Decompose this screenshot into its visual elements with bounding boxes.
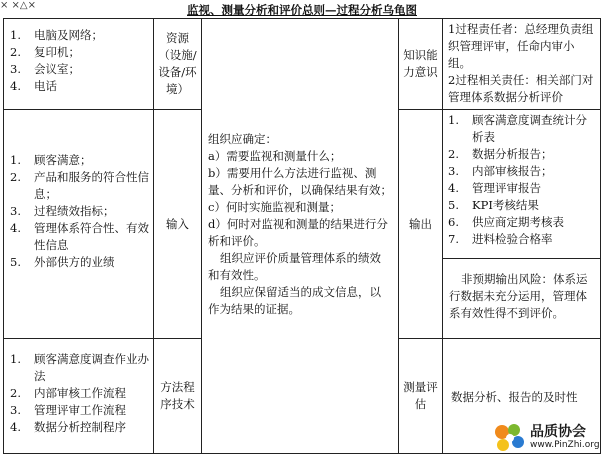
list-item: 2. 复印机； <box>10 45 80 59</box>
resources-label: 资源（设施/设备/环境） <box>153 18 202 110</box>
list-item: 7. 进料检验合格率 <box>448 232 553 246</box>
list-item: 5. 外部供方的业绩 <box>10 255 115 269</box>
inputs-list <box>10 152 149 271</box>
watermark-logo <box>490 420 598 456</box>
knowledge-text-1: 1过程责任者：总经理负责组织管理评审，任命内审小组。 <box>448 22 594 70</box>
inputs-list-cell <box>3 109 154 339</box>
list-item: 3. 管理评审工作流程 <box>10 403 126 417</box>
list-item: 3. 会议室； <box>10 62 80 76</box>
flower-logo-icon <box>490 420 528 456</box>
knowledge-text-cell <box>442 18 601 110</box>
process-line: d）何时对监视和测量的结果进行分析和评价。 <box>208 217 388 248</box>
list-item: 1. 顾客满意； <box>10 153 92 167</box>
resources-list-cell <box>3 18 154 110</box>
list-item: 1. 顾客满意度调查作业办法 <box>10 352 149 383</box>
methods-list-cell <box>3 338 154 454</box>
process-line: 组织应保留适当的成文信息，以作为结果的证据。 <box>208 285 381 316</box>
process-line: b）需要用什么方法进行监视、测量、分析和评价，以确保结果有效； <box>208 166 392 197</box>
process-line: 组织应确定： <box>208 132 277 146</box>
process-center-cell <box>201 18 399 454</box>
process-line: a）需要监视和测量什么； <box>208 149 342 163</box>
list-item: 4. 管理体系符合性、有效性信息 <box>10 221 149 252</box>
process-line: c）何时实施监视和测量； <box>208 200 341 214</box>
process-line: 组织应评价质量管理体系的绩效和有效性。 <box>208 251 381 282</box>
list-item: 1. 电脑及网络； <box>10 28 103 42</box>
list-item: 4. 管理评审报告 <box>448 181 541 195</box>
methods-label: 方法程序技术 <box>153 338 202 454</box>
corner-text: × ×△× <box>0 0 37 11</box>
watermark-url: www.PinZhi.org <box>530 440 600 450</box>
risk-cell <box>442 258 601 339</box>
outputs-label: 输出 <box>398 109 443 339</box>
methods-list <box>10 351 149 436</box>
outputs-list <box>448 112 597 248</box>
list-item: 1. 顾客满意度调查统计分析表 <box>448 113 587 144</box>
list-item: 4. 数据分析控制程序 <box>10 420 126 434</box>
knowledge-text-2: 2过程相关责任：相关部门对管理体系数据分析评价 <box>448 73 594 104</box>
list-item: 3. 过程绩效指标； <box>10 204 115 218</box>
evaluation-text: 数据分析、报告的及时性 <box>451 390 578 404</box>
evaluation-label: 测量评估 <box>398 338 443 454</box>
list-item: 3. 内部审核报告； <box>448 164 553 178</box>
risk-text: 非预期输出风险：体系运行数据未充分运用，管理体系有效性得不到评价。 <box>449 272 588 320</box>
page-title: 监视、测量分析和评价总则—过程分析乌龟图 <box>187 3 417 17</box>
inputs-label: 输入 <box>153 109 202 339</box>
list-item: 4. 电话 <box>10 79 57 93</box>
outputs-list-cell <box>442 109 601 259</box>
list-item: 2. 数据分析报告； <box>448 147 553 161</box>
knowledge-label: 知识能力意识 <box>398 18 443 110</box>
list-item: 6. 供应商定期考核表 <box>448 215 564 229</box>
list-item: 2. 内部审核工作流程 <box>10 386 126 400</box>
resources-list <box>10 27 153 95</box>
list-item: 5. KPI考核结果 <box>448 198 539 212</box>
watermark-name: 品质协会 <box>530 424 586 440</box>
list-item: 2. 产品和服务的符合性信息； <box>10 170 149 201</box>
